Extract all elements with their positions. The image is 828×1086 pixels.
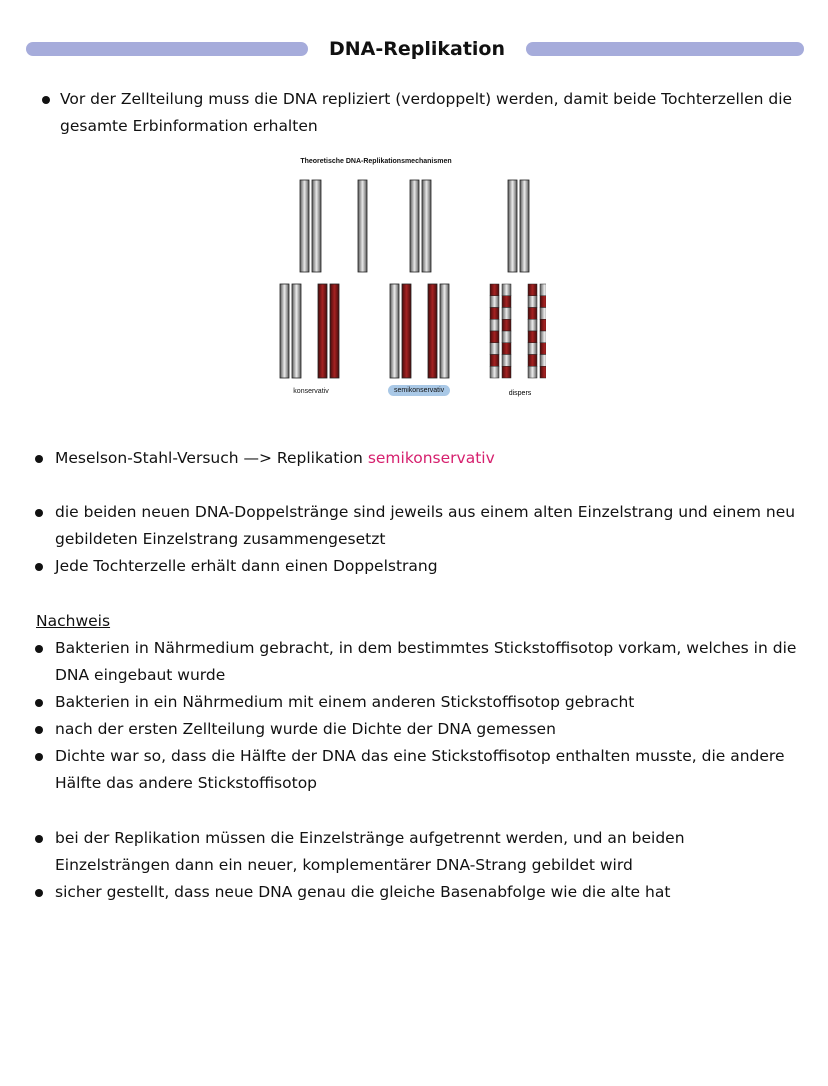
intro-bullet bbox=[0, 86, 828, 140]
dispers-strand-segment bbox=[528, 355, 537, 367]
dispers-strand-segment bbox=[490, 366, 499, 378]
proof-bullet bbox=[0, 743, 828, 797]
replication-bullet bbox=[0, 825, 828, 879]
bullet-dot-icon bbox=[35, 726, 43, 734]
bullet-dot-icon bbox=[35, 563, 43, 571]
dispers-strand-segment bbox=[528, 366, 537, 378]
dispers-strand-segment bbox=[502, 296, 511, 308]
replication-text: bei der Replikation müssen die Einzelstränge aufgetrennt werden, und an beiden Einzelsträngen dann ein neuer, komplementärer DNA-Strang gebildet wird bbox=[55, 829, 685, 874]
daughter-konservativ-new bbox=[318, 284, 339, 378]
dispers-strand-segment bbox=[540, 343, 546, 355]
dispers-strand-segment bbox=[490, 331, 499, 343]
fact-bullet bbox=[0, 499, 828, 553]
experiment-bullet bbox=[0, 445, 828, 472]
figure-label-konservativ: konservativ bbox=[293, 388, 329, 395]
parent-dna-dispers-strands bbox=[508, 180, 529, 272]
figure-dispers-column bbox=[476, 158, 546, 404]
proof-text: Bakterien in Nährmedium gebracht, in dem bestimmtes Stickstoffisotop vorkam, welches in die DNA eingebaut wurde bbox=[55, 639, 797, 684]
dispers-strand-segment bbox=[490, 296, 499, 308]
experiment-section bbox=[0, 445, 828, 472]
proof-heading: Nachweis bbox=[36, 612, 111, 630]
dispers-strand-segment bbox=[490, 284, 499, 296]
figure-main bbox=[276, 158, 476, 404]
dispers-strand-segment bbox=[490, 355, 499, 367]
bullet-dot-icon bbox=[35, 753, 43, 761]
bullet-dot-icon bbox=[35, 455, 43, 463]
bullet-dot-icon bbox=[35, 699, 43, 707]
intro-section bbox=[0, 86, 828, 140]
facts-section bbox=[0, 499, 828, 580]
dispers-strand-segment bbox=[528, 284, 537, 296]
bullet-dot-icon bbox=[35, 645, 43, 653]
dispers-strand-segment bbox=[540, 319, 546, 331]
daughter-dispers bbox=[490, 284, 546, 378]
dispers-strand-segment bbox=[490, 308, 499, 320]
proof-text: Dichte war so, dass die Hälfte der DNA das eine Stickstoffisotop enthalten musste, die andere Hälfte das andere Stickstoffisotop bbox=[55, 747, 785, 792]
proof-bullet bbox=[0, 689, 828, 716]
dispers-strand-segment bbox=[540, 331, 546, 343]
experiment-result: semikonservativ bbox=[367, 449, 495, 467]
fact-bullet bbox=[0, 553, 828, 580]
figure-label-semikonservativ: semikonservativ bbox=[388, 385, 450, 396]
replication-section bbox=[0, 825, 828, 906]
dispers-strand-segment bbox=[540, 366, 546, 378]
dispers-strand-segment bbox=[502, 355, 511, 367]
daughter-semikonservativ-1 bbox=[390, 284, 411, 378]
dispers-strand-segment bbox=[528, 331, 537, 343]
dispers-strand-segment bbox=[502, 284, 511, 296]
bullet-dot-icon bbox=[42, 96, 50, 104]
figure-title: Theoretische DNA-Replikationsmechanismen bbox=[300, 158, 452, 165]
daughter-konservativ-old bbox=[280, 284, 301, 378]
bullet-dot-icon bbox=[35, 509, 43, 517]
page-title: DNA-Replikation bbox=[328, 38, 506, 60]
daughter-semikonservativ-2 bbox=[428, 284, 449, 378]
title-bar bbox=[24, 35, 804, 63]
dispers-strand-segment bbox=[540, 284, 546, 296]
experiment-text: Meselson-Stahl-Versuch —> Replikation bbox=[55, 449, 368, 467]
dispers-strand-segment bbox=[540, 308, 546, 320]
proof-bullet bbox=[0, 635, 828, 689]
title-decoration-right bbox=[526, 42, 804, 56]
replication-mechanisms-figure bbox=[276, 158, 476, 404]
proof-text: nach der ersten Zellteilung wurde die Dichte der DNA gemessen bbox=[55, 720, 556, 738]
dispers-strand-segment bbox=[502, 319, 511, 331]
dispers-strand-segment bbox=[528, 308, 537, 320]
dispers-strand-segment bbox=[502, 308, 511, 320]
dispers-strand-segment bbox=[540, 296, 546, 308]
replication-bullet bbox=[0, 879, 828, 906]
dispers-strand-segment bbox=[490, 343, 499, 355]
dispers-strand-segment bbox=[502, 343, 511, 355]
proof-section bbox=[0, 635, 828, 797]
dispers-strand-segment bbox=[502, 331, 511, 343]
fact-text: die beiden neuen DNA-Doppelstränge sind jeweils aus einem alten Einzelstrang und einem neu gebildeten Einzelstrang zusammengesetzt bbox=[55, 503, 796, 548]
title-decoration-left bbox=[26, 42, 308, 56]
proof-bullet bbox=[0, 716, 828, 743]
intro-text: Vor der Zellteilung muss die DNA repliziert (verdoppelt) werden, damit beide Tochterzellen die gesamte Erbinformation erhalten bbox=[60, 90, 793, 135]
proof-text: Bakterien in ein Nährmedium mit einem anderen Stickstoffisotop gebracht bbox=[55, 693, 635, 711]
dispers-strand-segment bbox=[528, 296, 537, 308]
dispers-strand-segment bbox=[502, 366, 511, 378]
dispers-strand-segment bbox=[528, 343, 537, 355]
fact-text: Jede Tochterzelle erhält dann einen Doppelstrang bbox=[55, 557, 438, 575]
dispers-strand-segment bbox=[490, 319, 499, 331]
figure-label-dispers: dispers bbox=[508, 390, 532, 397]
replication-text: sicher gestellt, dass neue DNA genau die gleiche Basenabfolge wie die alte hat bbox=[55, 883, 671, 901]
dispers-strand-segment bbox=[528, 319, 537, 331]
bullet-dot-icon bbox=[35, 835, 43, 843]
bullet-dot-icon bbox=[35, 889, 43, 897]
dispers-strand-segment bbox=[540, 355, 546, 367]
